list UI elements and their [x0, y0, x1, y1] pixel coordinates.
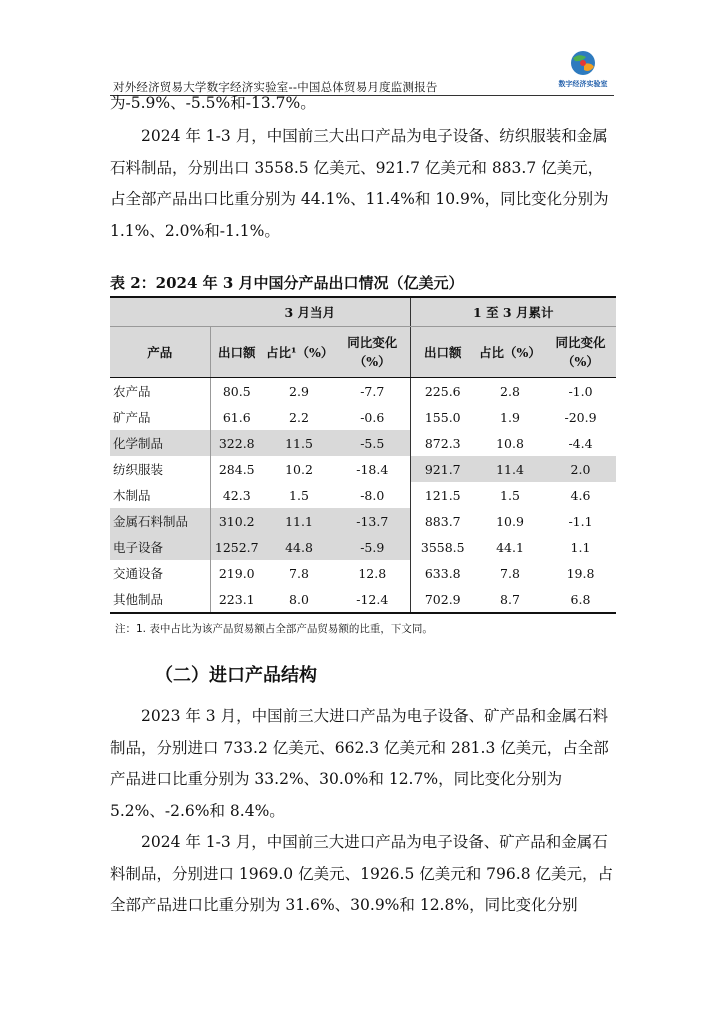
cell-share-month: 1.5	[289, 487, 309, 503]
cell-share-month: 2.2	[289, 409, 309, 425]
cell-product-name: 化学制品	[110, 430, 210, 456]
col-product: 产品	[110, 327, 210, 378]
col-export-cum: 出口额	[410, 327, 475, 378]
cell-export-month: 80.5	[210, 378, 263, 405]
table-column-header	[110, 327, 616, 378]
cell-export-month: 223.1	[210, 586, 263, 613]
table-row	[110, 378, 616, 405]
table-row	[110, 456, 616, 482]
cell-export-month: 310.2	[210, 508, 263, 534]
cell-yoy-month: -7.7	[360, 383, 385, 399]
table-row	[110, 508, 616, 534]
table-note: 注：1. 表中占比为该产品贸易额占全部产品贸易额的比重，下文同。	[115, 623, 433, 635]
cell-export-cum: 921.7	[410, 456, 475, 482]
col-share-cum: 占比（%）	[475, 327, 545, 378]
cell-share-cum: 7.8	[500, 565, 520, 581]
cell-export-cum: 121.5	[410, 482, 475, 508]
cell-yoy-cum: 1.1	[570, 539, 591, 555]
cell-export-month: 219.0	[210, 560, 263, 586]
table-row	[110, 404, 616, 430]
cell-yoy-month: -5.5	[335, 430, 410, 456]
cell-share-cum: 1.5	[500, 487, 520, 503]
table-row	[110, 482, 616, 508]
cell-product-name: 交通设备	[113, 566, 164, 581]
cell-share-month: 8.0	[263, 586, 335, 613]
cell-share-cum: 1.9	[500, 409, 520, 425]
cell-share-cum: 2.8	[500, 383, 520, 399]
cell-share-month: 10.2	[285, 461, 313, 477]
paragraph-import-q1: 2024 年 1-3 月，中国前三大进口产品为电子设备、矿产品和金属石料制品，分别进口 1969.0 亿美元、1926.5 亿美元和 796.8 亿美元，占全部产品进口比重分别为 31.6%、30.9%和 12.8%，同比变化分别	[110, 833, 613, 915]
table-row	[110, 430, 616, 456]
cell-export-month: 61.6	[210, 404, 263, 430]
group-month: 3 月当月	[210, 297, 410, 327]
cell-yoy-cum: -4.4	[568, 435, 593, 451]
table-row	[110, 560, 616, 586]
cell-yoy-cum: 19.8	[566, 565, 595, 581]
cell-export-cum: 883.7	[410, 508, 475, 534]
export-table	[110, 296, 616, 614]
cell-yoy-cum: -1.1	[568, 513, 593, 529]
table-row	[110, 534, 616, 560]
cell-yoy-month: -8.0	[360, 487, 385, 503]
cell-share-month: 11.1	[263, 508, 335, 534]
cell-export-month: 1252.7	[210, 534, 263, 560]
group-cumulative: 1 至 3 月累计	[410, 297, 616, 327]
cell-product-name: 木制品	[113, 488, 151, 503]
running-header: 对外经济贸易大学数字经济实验室--中国总体贸易月度监测报告	[113, 80, 438, 94]
cell-share-month: 7.8	[289, 565, 309, 581]
cell-yoy-month: -18.4	[356, 461, 389, 477]
cell-export-cum: 155.0	[410, 404, 475, 430]
cell-share-cum: 10.8	[496, 435, 524, 451]
cell-share-month: 11.5	[263, 430, 335, 456]
cell-yoy-month: -12.4	[335, 586, 410, 613]
paragraph-export-q1: 2024 年 1-3 月，中国前三大出口产品为电子设备、纺织服装和金属石料制品，分别出口 3558.5 亿美元、921.7 亿美元和 883.7 亿美元，占全部产品出口比重分别为 44.1%、11.4%和 10.9%，同比变化分别为 1.1%、2.0%和-1.1%。	[110, 127, 609, 240]
cell-yoy-cum: 6.8	[545, 586, 616, 613]
cell-export-month: 284.5	[210, 456, 263, 482]
lab-logo	[553, 49, 613, 93]
cell-product-name: 矿产品	[113, 410, 151, 425]
globe-logo-icon	[553, 49, 613, 79]
col-yoy-month: 同比变化（%）	[335, 327, 410, 378]
col-export-month: 出口额	[210, 327, 263, 378]
table-caption: 表 2：2024 年 3 月中国分产品出口情况（亿美元）	[110, 274, 464, 292]
col-share-month: 占比¹（%）	[263, 327, 335, 378]
paragraph-import-march: 2023 年 3 月，中国前三大进口产品为电子设备、矿产品和金属石料制品，分别进口 733.2 亿美元、662.3 亿美元和 281.3 亿美元，占全部产品进口比重分别为 33.2%、30.0%和 12.7%，同比变化分别为 5.2%、-2.6%和 8.4%。	[110, 707, 609, 820]
table-group-header	[110, 297, 616, 327]
table-row	[110, 586, 616, 613]
cell-export-cum: 225.6	[410, 378, 475, 405]
cell-share-cum: 11.4	[475, 456, 545, 482]
cell-yoy-cum: -20.9	[564, 409, 597, 425]
cell-yoy-month: -0.6	[360, 409, 385, 425]
continued-paragraph: 为-5.9%、-5.5%和-13.7%。	[110, 94, 316, 112]
cell-share-cum: 44.1	[496, 539, 524, 555]
cell-yoy-cum: -1.0	[568, 383, 593, 399]
cell-export-cum: 872.3	[410, 430, 475, 456]
cell-product-name: 其他制品	[110, 586, 210, 613]
cell-yoy-month: 12.8	[358, 565, 387, 581]
cell-export-month: 322.8	[210, 430, 263, 456]
cell-share-month: 2.9	[289, 383, 309, 399]
cell-yoy-cum: 4.6	[570, 487, 591, 503]
section-heading: （二）进口产品结构	[155, 665, 317, 686]
cell-export-cum: 3558.5	[410, 534, 475, 560]
cell-product-name: 金属石料制品	[110, 508, 210, 534]
cell-yoy-month: -13.7	[335, 508, 410, 534]
logo-text: 数字经济实验室	[558, 80, 608, 88]
cell-yoy-cum: 2.0	[545, 456, 616, 482]
cell-product-name: 纺织服装	[113, 462, 164, 477]
cell-product-name: 电子设备	[110, 534, 210, 560]
cell-yoy-month: -5.9	[335, 534, 410, 560]
cell-share-cum: 10.9	[496, 513, 524, 529]
cell-export-month: 42.3	[210, 482, 263, 508]
cell-share-month: 44.8	[263, 534, 335, 560]
cell-export-cum: 633.8	[410, 560, 475, 586]
cell-export-cum: 702.9	[410, 586, 475, 613]
cell-product-name: 农产品	[113, 384, 151, 399]
col-yoy-cum: 同比变化（%）	[545, 327, 616, 378]
cell-share-cum: 8.7	[475, 586, 545, 613]
